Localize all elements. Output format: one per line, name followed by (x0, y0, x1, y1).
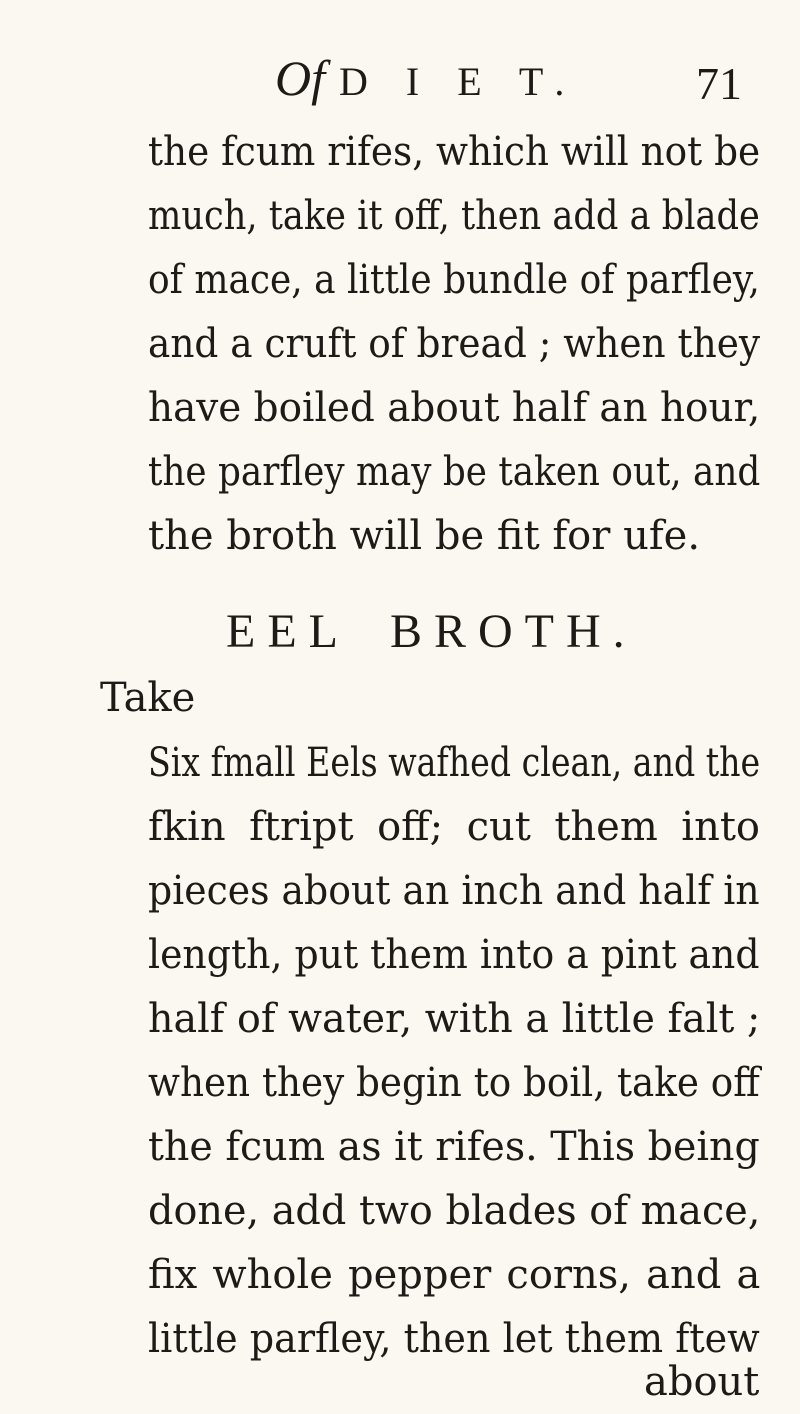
section-heading-word: BROTH. (389, 605, 637, 658)
running-header (0, 48, 800, 108)
header-of: Of (275, 50, 325, 106)
text-line: pieces about an inch and half in (148, 868, 760, 914)
text-line: when they begin to boil, take off (148, 1060, 760, 1106)
header-title (275, 48, 578, 112)
text-line: the broth will be fit for ufe. (148, 513, 701, 559)
section-heading-word: EEL (226, 605, 350, 658)
text-line: length, put them into a pint and (148, 932, 760, 978)
text-line: the parfley may be taken out, and (148, 449, 761, 495)
text-line: and a cruft of bread ; when they (148, 321, 760, 367)
catchword: about (644, 1359, 760, 1405)
header-section: D I E T. (339, 59, 579, 104)
text-line: fix whole pepper corns, and a (148, 1252, 761, 1298)
text-line: fkin ftript off; cut them into (148, 804, 761, 850)
text-line: Six fmall Eels wafhed clean, and the (148, 740, 761, 786)
text-line: the fcum as it rifes. This being (148, 1124, 760, 1170)
page-number: 71 (696, 58, 742, 109)
text-line: the fcum rifes, which will not be (148, 129, 761, 175)
text-line: of mace, a little bundle of parfley, (148, 257, 760, 303)
intro-word: Take (100, 675, 196, 721)
text-line: half of water, with a little falt ; (148, 996, 761, 1042)
text-line: have boiled about half an hour, (148, 385, 761, 431)
text-line: much, take it off, then add a blade (148, 193, 760, 239)
text-line: done, add two blades of mace, (148, 1188, 761, 1234)
text-line: little parfley, then let them ftew (148, 1316, 760, 1362)
section-heading (226, 604, 637, 660)
